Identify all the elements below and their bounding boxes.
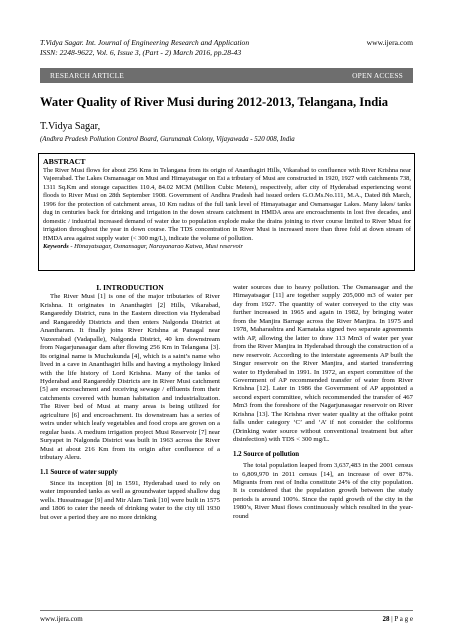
keywords-list: - Himayatsagar, Osmansagar, Narayanarao Katwa, Musi reservoir [68, 243, 244, 251]
water-supply-subheading: 1.1 Source of water supply [40, 468, 118, 476]
page-label: | P a g e [389, 615, 413, 623]
keywords-line [43, 243, 411, 251]
running-header [40, 38, 413, 58]
issn-line: ISSN: 2248-9622, Vol. 6, Issue 3, (Part - 2) March 2016, pp.28-43 [40, 48, 242, 57]
water-supply-continued-paragraph: water sources due to heavy pollution. The Osmansagar and the Himayatsagar [11] are together supply 205,000 m3 of water per day from 1927. The quantity of water conveyed to the city was further increased in 1965 and again in 1982, by bringing water from the Manjira Barrage across the River Manjira. In 1975 and 1978, Maharashtra and Karnataka signed two separate agreements with AP, allowing the latter to draw 113 Mm3 of water per year from the River Manjira in Hyderabad through the construction of a new reservoir. According to the interstate agreements AP built the Singur reservoir on the River Manjira, and started transferring water to Hyderabad in 1991. In 1972, an expert committee of the Government of AP recommended transfer of water from River Krishna [12]. Later in 1986 the Government of AP appointed a second expert committee, which recommended the transfer of 467 Mm3 from the foreshore of the Nagarjunasagar reservoir on River Krishna [13]. The Krishna river water quality at the offtake point falls under category ‘C’ and ‘A’ if not consider the coliforms (Drinking water source without conventional treatment but after disinfection) with TDS < 300 mg/L. [233, 284, 413, 444]
open-access-label: OPEN ACCESS [352, 71, 403, 80]
author-affiliation: (Andhra Pradesh Pollution Control Board, Gurunanak Colony, Vijayawada - 520 008, India [40, 136, 295, 143]
pollution-paragraph: The total population leaped from 3,637,483 in the 2001 census to 6,809,970 in 2011 census [14], an increase of over 87%. Migrants from rest of India constitute 24% of the city population. It is considered that the population growth between the study periods is around 100%. Since the rapid growth of the city in the 1980’s, River Musi flows continuously which resulted in the year-round [233, 462, 413, 520]
introduction-paragraph: The River Musi [1] is one of the major tributaries of River Krishna. It originates in Ananthagiri [2] Hills, Vikarabad, Rangareddy District, runs in the Eastern direction via Hyderabad and Rangareddy Districts and then enters Nalgonda District at Anantharam. It finally joins River Krishna at Panagal near Vazeerabad (Vadapalle), Nalgonda District, 40 km downstream from Nagarjunasagar dam after flowing 256 Km in Telangana [3]. Its original name is Muchukunda [4], which is a saint’s name who lived in a cave in Ananthagiri hills and having a mythology linked with the life history of Lord Krishna. Many of the tanks of Hyderabad and Rangareddy Districts are in River Musi catchment [5] are encroachment and receiving sewage / effluents from their catchments covered with human habitation and industrialization. The River bed of Musi at many areas is being utilized for agriculture [6] and encroachment. Its downstream has a series of weirs under which leafy vegetables and food crops are grown on a regular basis. A medium irrigation project Musi Reservoir [7] near Suryapet in Nalgonda District was built in 1963 across the River Musi at about 216 Km from its origin after confluence of a tributary Aleru. [40, 293, 220, 462]
abstract-box [38, 153, 415, 271]
pollution-subheading: 1.2 Source of pollution [233, 450, 300, 458]
research-article-label: RESEARCH ARTICLE [50, 71, 124, 80]
author-name: T.Vidya Sagar, [40, 121, 101, 132]
right-column [233, 284, 413, 522]
left-column [40, 284, 220, 523]
keywords-label: Keywords [43, 243, 69, 251]
journal-citation: T.Vidya Sagar. Int. Journal of Engineering Research and Application [40, 38, 250, 47]
abstract-text: The River Musi flows for about 256 Kms in Telangana from its origin of Ananthagiri Hills, Vikarabad to confluence with River Krishna near Vajeerabad. The Lakes Osmansagar on Musi and Himayatsagar on Esi a tributary of Musi are constructed in 1920, 1927 with catchments 738, 1311 Sq.Km and storage capacities 110.4, 84.02 MCM (Million Cubic Meters), respectively, after city of Hyderabad experiencing worst floods to River Musi on 28th September 1908. Government of Andhra Pradesh had issued orders G.O.Ms.No.111, M.A., Dated 8th March, 1996 for the protection of catchment areas, 10 Km radius of the full tank level of Himayatsagar and Osmansagar Lakes. Many lakes/ tanks dug in centuries back for drinking and irrigation in the down stream catchment in HMDA area are encroachments in lost five decades, and domestic / industrial increased demand of water due to population explode make the drains joining to river course limited to River Musi for irrigation throughout the year in down course. The TDS concentration in River Musi is increased more than three fold at down stream of HMDA area against supply water (< 300 mg/L), indicate the volume of pollution. [43, 167, 411, 242]
article-type-banner [40, 68, 413, 83]
water-supply-paragraph: Since its inception [8] in 1591, Hyderabad used to rely on water impounded tanks as well as groundwater tapped shallow dug wells. Hussainsagar [9] and Mir Alam Tank [10] were built in 1575 and 1806 to cater the needs of drinking water to the city till 1930 but over a period they are no more drinking [40, 479, 220, 521]
page-number-value: 28 [382, 615, 390, 623]
abstract-heading: ABSTRACT [43, 157, 86, 166]
page-number [383, 615, 414, 623]
footer-website-link[interactable]: www.ijera.com [40, 615, 83, 623]
page-footer [40, 610, 413, 623]
header-website-link[interactable]: www.ijera.com [366, 38, 413, 47]
paper-title: Water Quality of River Musi during 2012-2013, Telangana, India [40, 95, 389, 109]
introduction-heading: I. INTRODUCTION [96, 283, 164, 292]
